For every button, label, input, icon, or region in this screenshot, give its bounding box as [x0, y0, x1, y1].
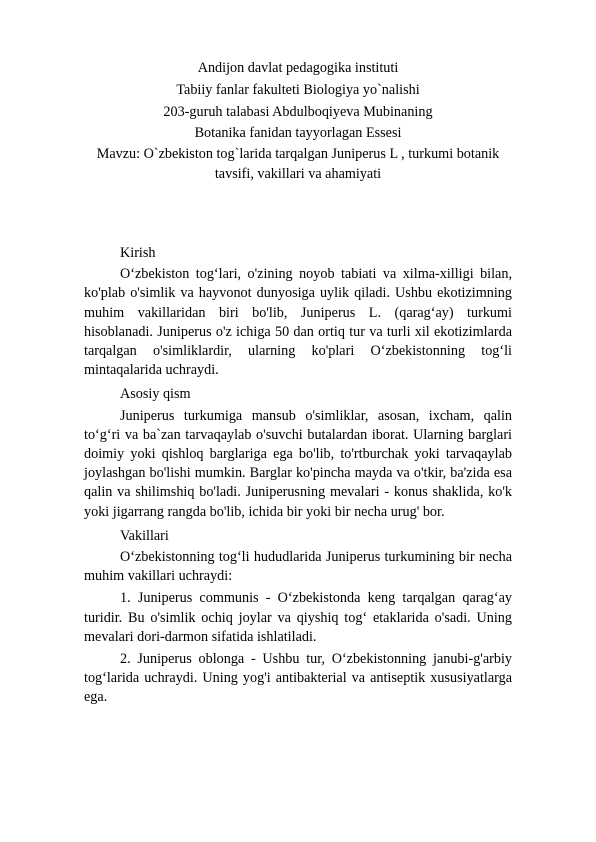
- document-header: [84, 58, 512, 184]
- intro-paragraph: O‘zbekiston tog‘lari, o'zining noyob tabiati va xilma-xilligi bilan, ko'plab o'simlik va hayvonot dunyosiga uylik qiladi. Ushbu ekotizimning muhim vakillaridan biri bo'lib, Juniperus L. (qarag‘ay) turkumi hisoblanadi. Juniperus o'z ichiga 50 dan ortiq tur va turli xil ekotizimlarda tarqalgan o'simliklardir, ularning ko'plari O‘zbekistonning tog‘li mintaqalarida uchraydi.: [84, 266, 512, 379]
- species-item-1: 1. Juniperus communis - O‘zbekistonda keng tarqalgan qarag‘ay turidir. Bu o'simlik ochiq joylar va qiyshiq tog‘ etaklarida o'sadi. Uning mevalari dori-darmon sifatida ishlatiladi.: [84, 590, 512, 645]
- species-heading: Vakillari: [120, 527, 169, 544]
- faculty-name: Tabiiy fanlar fakulteti Biologiya yo`nalishi: [176, 81, 420, 98]
- intro-heading: Kirish: [120, 245, 156, 261]
- institute-name: Andijon davlat pedagogika instituti: [197, 60, 399, 76]
- species-item-2: 2. Juniperus oblonga - Ushbu tur, O‘zbekistonning janubi-g'arbiy tog‘larida uchraydi. Uning yog'i antibakterial va antiseptik xususiyatlarga ega.: [84, 651, 512, 706]
- document-body: [84, 242, 512, 711]
- essay-subject: Botanika fanidan tayyorlagan Essesi: [194, 125, 402, 142]
- essay-topic: Mavzu: O`zbekiston tog`larida tarqalgan Juniperus L , turkumi botanik tavsifi, vakillari va ahamiyati: [96, 146, 500, 182]
- student-name: 203-guruh talabasi Abdulboqiyeva Mubinaning: [163, 103, 433, 120]
- main-heading: Asosiy qism: [120, 386, 191, 403]
- main-paragraph: Juniperus turkumiga mansub o'simliklar, asosan, ixcham, qalin to‘g‘ri va ba`zan tarvaqaylab o'suvchi butalardan iborat. Ularning barglari doimiy yoki qishloq barglariga ega bo'lib, to'rtburchak yoki tarvaqaylab joylashgan bo'lishi mumkin. Barglar ko'pincha mayda va o'tkir, ba'zida esa qalin va shilimshiq bo'ladi. Juniperusning mevalari - konus shaklida, ko'k yoki jigarrang rangda bo'lib, ichida bir yoki bir necha urug' bor.: [84, 407, 512, 520]
- species-intro-paragraph: O‘zbekistonning tog‘li hududlarida Juniperus turkumining bir necha muhim vakillari uchraydi:: [84, 549, 512, 585]
